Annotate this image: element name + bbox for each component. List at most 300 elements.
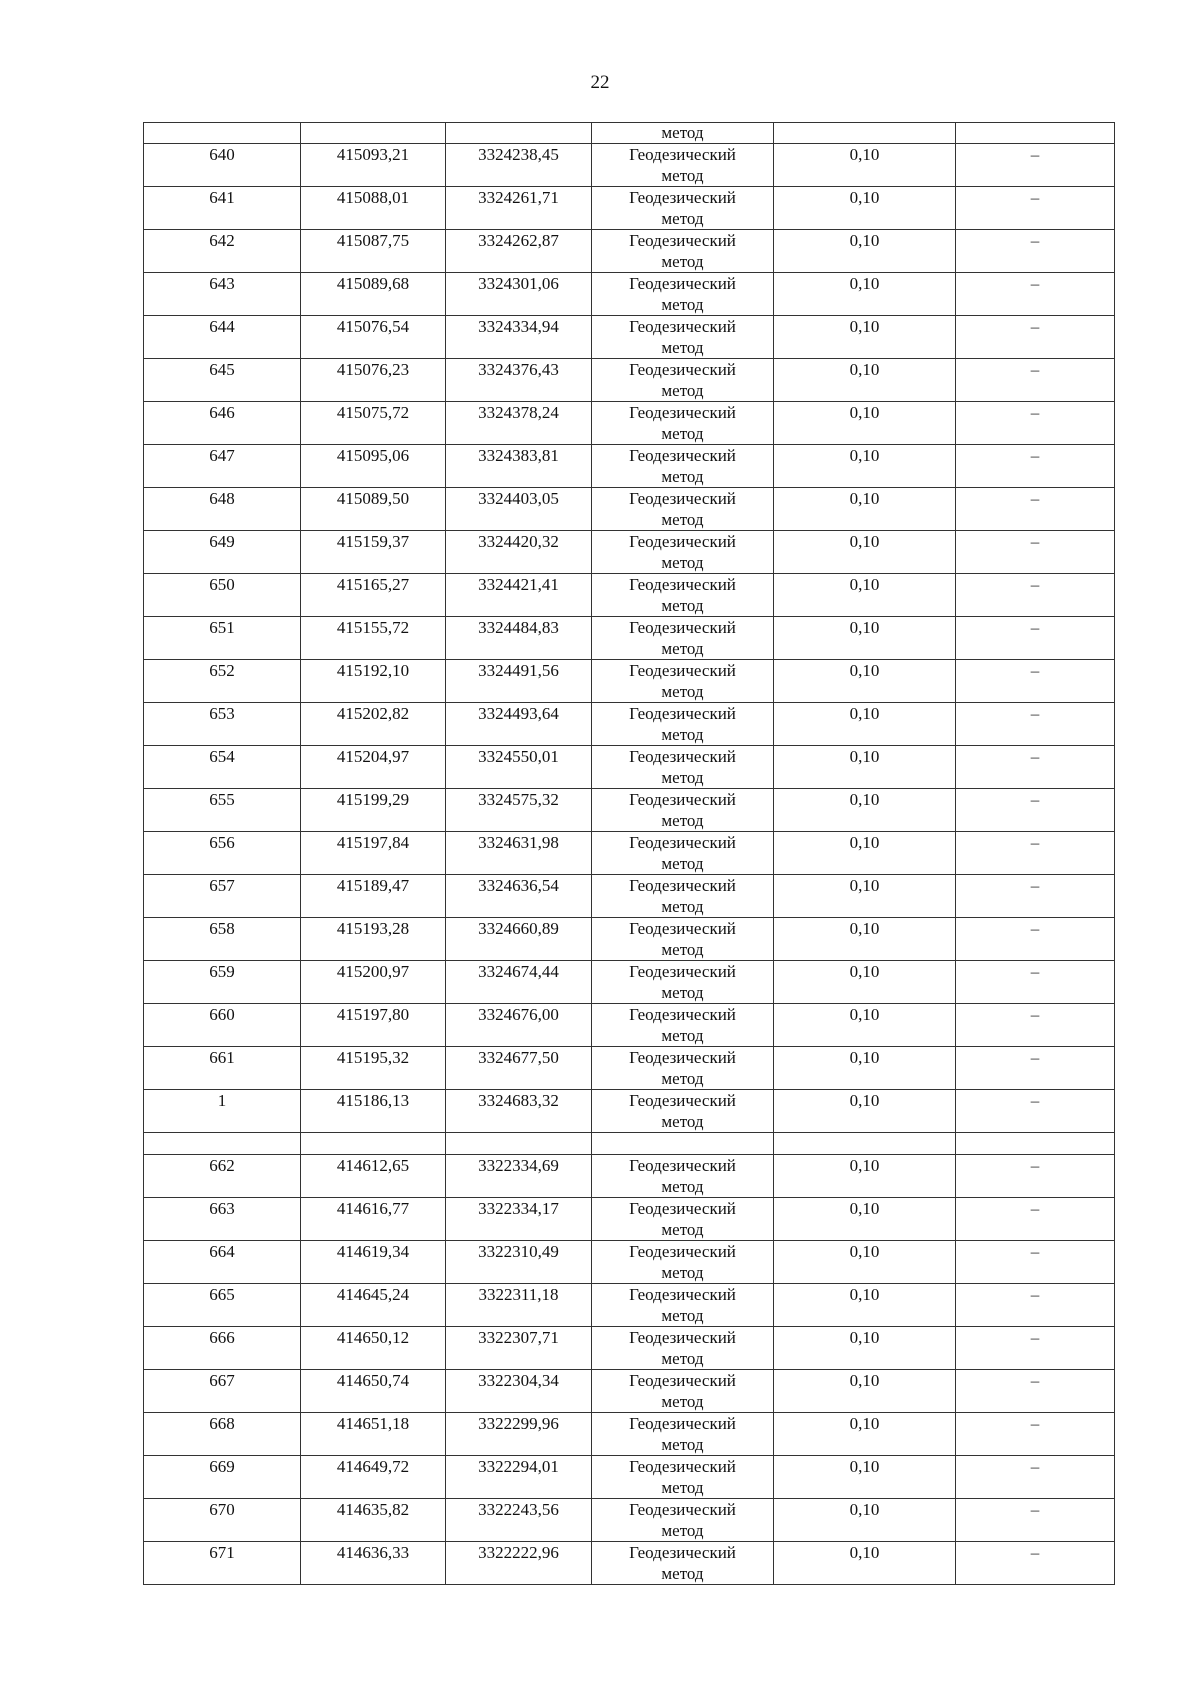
point-cell: 642 — [144, 230, 301, 273]
x-coordinate-cell: 415197,80 — [301, 1004, 446, 1047]
accuracy-cell: 0,10 — [774, 488, 956, 531]
x-coordinate-cell: 414650,12 — [301, 1327, 446, 1370]
x-coordinate-cell: 415159,37 — [301, 531, 446, 574]
table-row — [144, 402, 1115, 445]
x-cell — [301, 123, 446, 144]
method-cell — [592, 1090, 774, 1133]
note-cell: – — [956, 660, 1115, 703]
x-coordinate-cell: 415075,72 — [301, 402, 446, 445]
y-coordinate-cell: 3324484,83 — [446, 617, 592, 660]
table-row — [144, 789, 1115, 832]
x-coordinate-cell: 415088,01 — [301, 187, 446, 230]
method-line-1: Геодезический — [629, 1091, 736, 1110]
table-row — [144, 445, 1115, 488]
table-row — [144, 1241, 1115, 1284]
accuracy-cell: 0,10 — [774, 832, 956, 875]
x-coordinate-cell: 414651,18 — [301, 1413, 446, 1456]
note-cell: – — [956, 875, 1115, 918]
method-line-1: Геодезический — [629, 790, 736, 809]
y-coordinate-cell: 3324261,71 — [446, 187, 592, 230]
point-cell: 671 — [144, 1542, 301, 1585]
y-coordinate-cell: 3324301,06 — [446, 273, 592, 316]
accuracy-cell: 0,10 — [774, 1284, 956, 1327]
method-line-2: метод — [661, 940, 704, 959]
x-coordinate-cell: 414619,34 — [301, 1241, 446, 1284]
accuracy-cell: 0,10 — [774, 445, 956, 488]
method-line-1: Геодезический — [629, 1199, 736, 1218]
table-row — [144, 961, 1115, 1004]
y-coordinate-cell: 3324676,00 — [446, 1004, 592, 1047]
y-coordinate-cell: 3322222,96 — [446, 1542, 592, 1585]
method-line-2: метод — [661, 1220, 704, 1239]
method-cell: метод — [592, 123, 774, 144]
table-row — [144, 187, 1115, 230]
accuracy-cell: 0,10 — [774, 703, 956, 746]
y-coordinate-cell: 3324491,56 — [446, 660, 592, 703]
method-line-1: Геодезический — [629, 833, 736, 852]
method-line-2: метод — [661, 1564, 704, 1583]
method-line-1: Геодезический — [629, 661, 736, 680]
note-cell: – — [956, 1413, 1115, 1456]
accuracy-cell: 0,10 — [774, 1198, 956, 1241]
point-cell: 658 — [144, 918, 301, 961]
accuracy-cell: 0,10 — [774, 617, 956, 660]
note-cell: – — [956, 273, 1115, 316]
y-coordinate-cell: 3322334,69 — [446, 1155, 592, 1198]
method-cell — [592, 918, 774, 961]
method-line-1: Геодезический — [629, 919, 736, 938]
method-line-2: метод — [661, 983, 704, 1002]
method-cell — [592, 531, 774, 574]
method-line-2: метод — [661, 1026, 704, 1045]
x-coordinate-cell: 415165,27 — [301, 574, 446, 617]
y-coordinate-cell: 3322243,56 — [446, 1499, 592, 1542]
y-coordinate-cell: 3324636,54 — [446, 875, 592, 918]
point-cell: 643 — [144, 273, 301, 316]
accuracy-cell: 0,10 — [774, 1090, 956, 1133]
point-cell: 662 — [144, 1155, 301, 1198]
table-row — [144, 230, 1115, 273]
accuracy-cell: 0,10 — [774, 402, 956, 445]
note-cell: – — [956, 488, 1115, 531]
method-cell — [592, 144, 774, 187]
method-line-2: метод — [661, 424, 704, 443]
x-coordinate-cell: 415089,68 — [301, 273, 446, 316]
y-coordinate-cell: 3324674,44 — [446, 961, 592, 1004]
point-cell: 645 — [144, 359, 301, 402]
method-line-2: метод — [661, 1435, 704, 1454]
y-coordinate-cell: 3324550,01 — [446, 746, 592, 789]
method-line-2: метод — [661, 596, 704, 615]
x-coordinate-cell: 415200,97 — [301, 961, 446, 1004]
method-cell — [592, 1499, 774, 1542]
point-cell: 647 — [144, 445, 301, 488]
accuracy-cell: 0,10 — [774, 1047, 956, 1090]
table-row — [144, 1198, 1115, 1241]
method-cell — [592, 488, 774, 531]
y-coordinate-cell: 3324493,64 — [446, 703, 592, 746]
note-cell: – — [956, 789, 1115, 832]
method-line-1: Геодезический — [629, 1543, 736, 1562]
note-cell: – — [956, 1327, 1115, 1370]
continued-row — [144, 123, 1115, 144]
method-cell — [592, 832, 774, 875]
note-cell: – — [956, 1499, 1115, 1542]
x-coordinate-cell: 414636,33 — [301, 1542, 446, 1585]
y-coordinate-cell: 3324376,43 — [446, 359, 592, 402]
point-cell: 663 — [144, 1198, 301, 1241]
x-coordinate-cell: 415089,50 — [301, 488, 446, 531]
x-coordinate-cell: 414649,72 — [301, 1456, 446, 1499]
table-row — [144, 316, 1115, 359]
method-line-1: Геодезический — [629, 1371, 736, 1390]
note-cell: – — [956, 316, 1115, 359]
accuracy-cell: 0,10 — [774, 531, 956, 574]
point-cell: 657 — [144, 875, 301, 918]
method-line-1: Геодезический — [629, 188, 736, 207]
x-coordinate-cell: 415189,47 — [301, 875, 446, 918]
x-coordinate-cell: 415093,21 — [301, 144, 446, 187]
note-cell: – — [956, 574, 1115, 617]
table-row — [144, 531, 1115, 574]
method-line-2: метод — [661, 725, 704, 744]
table-row — [144, 1004, 1115, 1047]
accuracy-cell: 0,10 — [774, 789, 956, 832]
point-cell: 668 — [144, 1413, 301, 1456]
table-row — [144, 746, 1115, 789]
table-row — [144, 574, 1115, 617]
note-cell: – — [956, 918, 1115, 961]
accuracy-cell: 0,10 — [774, 1327, 956, 1370]
method-line-1: Геодезический — [629, 618, 736, 637]
point-cell: 641 — [144, 187, 301, 230]
table-row — [144, 703, 1115, 746]
table-row — [144, 1542, 1115, 1585]
x-coordinate-cell: 415204,97 — [301, 746, 446, 789]
note-cell: – — [956, 1542, 1115, 1585]
point-cell: 651 — [144, 617, 301, 660]
accuracy-cell: 0,10 — [774, 1456, 956, 1499]
method-line-1: Геодезический — [629, 1457, 736, 1476]
point-cell: 646 — [144, 402, 301, 445]
y-coordinate-cell: 3324262,87 — [446, 230, 592, 273]
note-cell: – — [956, 531, 1115, 574]
table-row — [144, 488, 1115, 531]
y-coordinate-cell: 3324575,32 — [446, 789, 592, 832]
method-line-1: Геодезический — [629, 403, 736, 422]
table-row — [144, 1284, 1115, 1327]
point-cell: 661 — [144, 1047, 301, 1090]
x-coordinate-cell: 415199,29 — [301, 789, 446, 832]
point-cell: 665 — [144, 1284, 301, 1327]
method-cell — [592, 875, 774, 918]
method-line-1: Геодезический — [629, 532, 736, 551]
method-cell — [592, 1004, 774, 1047]
accuracy-cell: 0,10 — [774, 875, 956, 918]
point-cell: 652 — [144, 660, 301, 703]
accuracy-cell: 0,10 — [774, 746, 956, 789]
method-cell — [592, 1542, 774, 1585]
method-cell — [592, 789, 774, 832]
accuracy-cell: 0,10 — [774, 273, 956, 316]
y-coordinate-cell: 3324378,24 — [446, 402, 592, 445]
method-line-2: метод — [661, 510, 704, 529]
accuracy-cell: 0,10 — [774, 1004, 956, 1047]
accuracy-cell — [774, 123, 956, 144]
method-line-1: Геодезический — [629, 231, 736, 250]
method-line-2: метод — [661, 811, 704, 830]
note-cell: – — [956, 1284, 1115, 1327]
y-coordinate-cell: 3322307,71 — [446, 1327, 592, 1370]
y-coordinate-cell: 3322294,01 — [446, 1456, 592, 1499]
method-line-1: Геодезический — [629, 145, 736, 164]
method-line-2: метод — [661, 768, 704, 787]
point-cell — [144, 123, 301, 144]
method-line-1: Геодезический — [629, 1328, 736, 1347]
point-cell: 666 — [144, 1327, 301, 1370]
point-cell: 664 — [144, 1241, 301, 1284]
y-cell — [446, 123, 592, 144]
y-coordinate-cell: 3324420,32 — [446, 531, 592, 574]
method-line-1: Геодезический — [629, 575, 736, 594]
method-cell — [592, 961, 774, 1004]
note-cell: – — [956, 1090, 1115, 1133]
table-row — [144, 1090, 1115, 1133]
point-cell: 640 — [144, 144, 301, 187]
method-line-2: метод — [661, 381, 704, 400]
method-cell — [592, 1241, 774, 1284]
note-cell: – — [956, 445, 1115, 488]
method-line-2: метод — [661, 1306, 704, 1325]
method-line-1: Геодезический — [629, 704, 736, 723]
method-line-2: метод — [661, 1521, 704, 1540]
x-coordinate-cell: 414616,77 — [301, 1198, 446, 1241]
table-row — [144, 918, 1115, 961]
method-line-2: метод — [661, 338, 704, 357]
note-cell: – — [956, 1370, 1115, 1413]
coordinates-table-body — [144, 123, 1115, 1585]
table-row — [144, 617, 1115, 660]
method-cell — [592, 402, 774, 445]
note-cell: – — [956, 1155, 1115, 1198]
note-cell: – — [956, 1004, 1115, 1047]
empty-cell — [956, 1133, 1115, 1155]
note-cell: – — [956, 402, 1115, 445]
method-line-1: Геодезический — [629, 876, 736, 895]
table-row — [144, 1327, 1115, 1370]
method-line-1: Геодезический — [629, 962, 736, 981]
method-line-1: Геодезический — [629, 1005, 736, 1024]
method-cell — [592, 273, 774, 316]
method-line-2: метод — [661, 467, 704, 486]
note-cell: – — [956, 230, 1115, 273]
method-line-2: метод — [661, 897, 704, 916]
method-cell — [592, 445, 774, 488]
point-cell: 654 — [144, 746, 301, 789]
note-cell: – — [956, 746, 1115, 789]
x-coordinate-cell: 414645,24 — [301, 1284, 446, 1327]
accuracy-cell: 0,10 — [774, 961, 956, 1004]
x-coordinate-cell: 415186,13 — [301, 1090, 446, 1133]
empty-cell — [592, 1133, 774, 1155]
accuracy-cell: 0,10 — [774, 1499, 956, 1542]
method-line-1: Геодезический — [629, 1156, 736, 1175]
table-row — [144, 273, 1115, 316]
point-cell: 644 — [144, 316, 301, 359]
method-line-2: метод — [661, 854, 704, 873]
table-row — [144, 1370, 1115, 1413]
table-row — [144, 1499, 1115, 1542]
point-cell: 650 — [144, 574, 301, 617]
accuracy-cell: 0,10 — [774, 1241, 956, 1284]
method-cell — [592, 660, 774, 703]
accuracy-cell: 0,10 — [774, 918, 956, 961]
method-line-1: Геодезический — [629, 747, 736, 766]
method-cell — [592, 617, 774, 660]
y-coordinate-cell: 3322334,17 — [446, 1198, 592, 1241]
table-row — [144, 1413, 1115, 1456]
table-row — [144, 660, 1115, 703]
point-cell: 649 — [144, 531, 301, 574]
empty-cell — [301, 1133, 446, 1155]
y-coordinate-cell: 3324631,98 — [446, 832, 592, 875]
method-line-2: метод — [661, 1478, 704, 1497]
method-cell — [592, 1155, 774, 1198]
coordinates-table — [143, 122, 1115, 1585]
accuracy-cell: 0,10 — [774, 1370, 956, 1413]
point-cell: 670 — [144, 1499, 301, 1542]
x-coordinate-cell: 414612,65 — [301, 1155, 446, 1198]
x-coordinate-cell: 415193,28 — [301, 918, 446, 961]
accuracy-cell: 0,10 — [774, 1542, 956, 1585]
method-line-2: метод — [661, 1112, 704, 1131]
method-line-2: метод — [661, 295, 704, 314]
empty-cell — [446, 1133, 592, 1155]
method-cell — [592, 187, 774, 230]
method-cell — [592, 1456, 774, 1499]
table-row — [144, 875, 1115, 918]
method-line-1: Геодезический — [629, 274, 736, 293]
method-line-1: Геодезический — [629, 360, 736, 379]
note-cell: – — [956, 1241, 1115, 1284]
accuracy-cell: 0,10 — [774, 574, 956, 617]
table-row — [144, 144, 1115, 187]
y-coordinate-cell: 3324238,45 — [446, 144, 592, 187]
table-row — [144, 1047, 1115, 1090]
x-coordinate-cell: 414650,74 — [301, 1370, 446, 1413]
x-coordinate-cell: 415155,72 — [301, 617, 446, 660]
method-line-1: Геодезический — [629, 1414, 736, 1433]
point-cell: 1 — [144, 1090, 301, 1133]
y-coordinate-cell: 3322299,96 — [446, 1413, 592, 1456]
note-cell: – — [956, 832, 1115, 875]
method-cell — [592, 703, 774, 746]
y-coordinate-cell: 3322304,34 — [446, 1370, 592, 1413]
method-cell — [592, 574, 774, 617]
accuracy-cell: 0,10 — [774, 1413, 956, 1456]
method-line-1: Геодезический — [629, 1048, 736, 1067]
method-cell — [592, 1047, 774, 1090]
method-line-2: метод — [661, 682, 704, 701]
method-cell — [592, 1198, 774, 1241]
note-cell: – — [956, 359, 1115, 402]
method-cell — [592, 1413, 774, 1456]
method-cell — [592, 359, 774, 402]
note-cell: – — [956, 1456, 1115, 1499]
table-row — [144, 1456, 1115, 1499]
table-row — [144, 1155, 1115, 1198]
method-line-2: метод — [661, 639, 704, 658]
accuracy-cell: 0,10 — [774, 660, 956, 703]
method-line-2: метод — [661, 1263, 704, 1282]
x-coordinate-cell: 415087,75 — [301, 230, 446, 273]
method-cell — [592, 1284, 774, 1327]
point-cell: 660 — [144, 1004, 301, 1047]
accuracy-cell: 0,10 — [774, 359, 956, 402]
point-cell: 653 — [144, 703, 301, 746]
x-coordinate-cell: 415192,10 — [301, 660, 446, 703]
point-cell: 655 — [144, 789, 301, 832]
method-line-2: метод — [661, 1349, 704, 1368]
note-cell: – — [956, 1047, 1115, 1090]
table-row — [144, 832, 1115, 875]
method-line-1: Геодезический — [629, 489, 736, 508]
method-line-1: Геодезический — [629, 1500, 736, 1519]
empty-cell — [144, 1133, 301, 1155]
accuracy-cell: 0,10 — [774, 144, 956, 187]
method-line-1: Геодезический — [629, 446, 736, 465]
y-coordinate-cell: 3324334,94 — [446, 316, 592, 359]
table-row — [144, 359, 1115, 402]
x-coordinate-cell: 415197,84 — [301, 832, 446, 875]
y-coordinate-cell: 3324677,50 — [446, 1047, 592, 1090]
method-cell — [592, 316, 774, 359]
x-coordinate-cell: 415202,82 — [301, 703, 446, 746]
note-cell — [956, 123, 1115, 144]
point-cell: 669 — [144, 1456, 301, 1499]
x-coordinate-cell: 414635,82 — [301, 1499, 446, 1542]
y-coordinate-cell: 3324403,05 — [446, 488, 592, 531]
x-coordinate-cell: 415076,54 — [301, 316, 446, 359]
page-number: 22 — [590, 72, 610, 93]
note-cell: – — [956, 617, 1115, 660]
method-line-1: Геодезический — [629, 1242, 736, 1261]
y-coordinate-cell: 3324683,32 — [446, 1090, 592, 1133]
method-cell — [592, 1370, 774, 1413]
x-coordinate-cell: 415195,32 — [301, 1047, 446, 1090]
method-cell — [592, 230, 774, 273]
empty-cell — [774, 1133, 956, 1155]
method-cell — [592, 1327, 774, 1370]
separator-row — [144, 1133, 1115, 1155]
method-line-1: Геодезический — [629, 1285, 736, 1304]
y-coordinate-cell: 3324421,41 — [446, 574, 592, 617]
y-coordinate-cell: 3322311,18 — [446, 1284, 592, 1327]
x-coordinate-cell: 415076,23 — [301, 359, 446, 402]
note-cell: – — [956, 703, 1115, 746]
point-cell: 648 — [144, 488, 301, 531]
accuracy-cell: 0,10 — [774, 316, 956, 359]
note-cell: – — [956, 961, 1115, 1004]
method-line-2: метод — [661, 1392, 704, 1411]
y-coordinate-cell: 3324660,89 — [446, 918, 592, 961]
method-line-1: Геодезический — [629, 317, 736, 336]
accuracy-cell: 0,10 — [774, 1155, 956, 1198]
note-cell: – — [956, 144, 1115, 187]
method-line-2: метод — [661, 1177, 704, 1196]
point-cell: 659 — [144, 961, 301, 1004]
y-coordinate-cell: 3322310,49 — [446, 1241, 592, 1284]
